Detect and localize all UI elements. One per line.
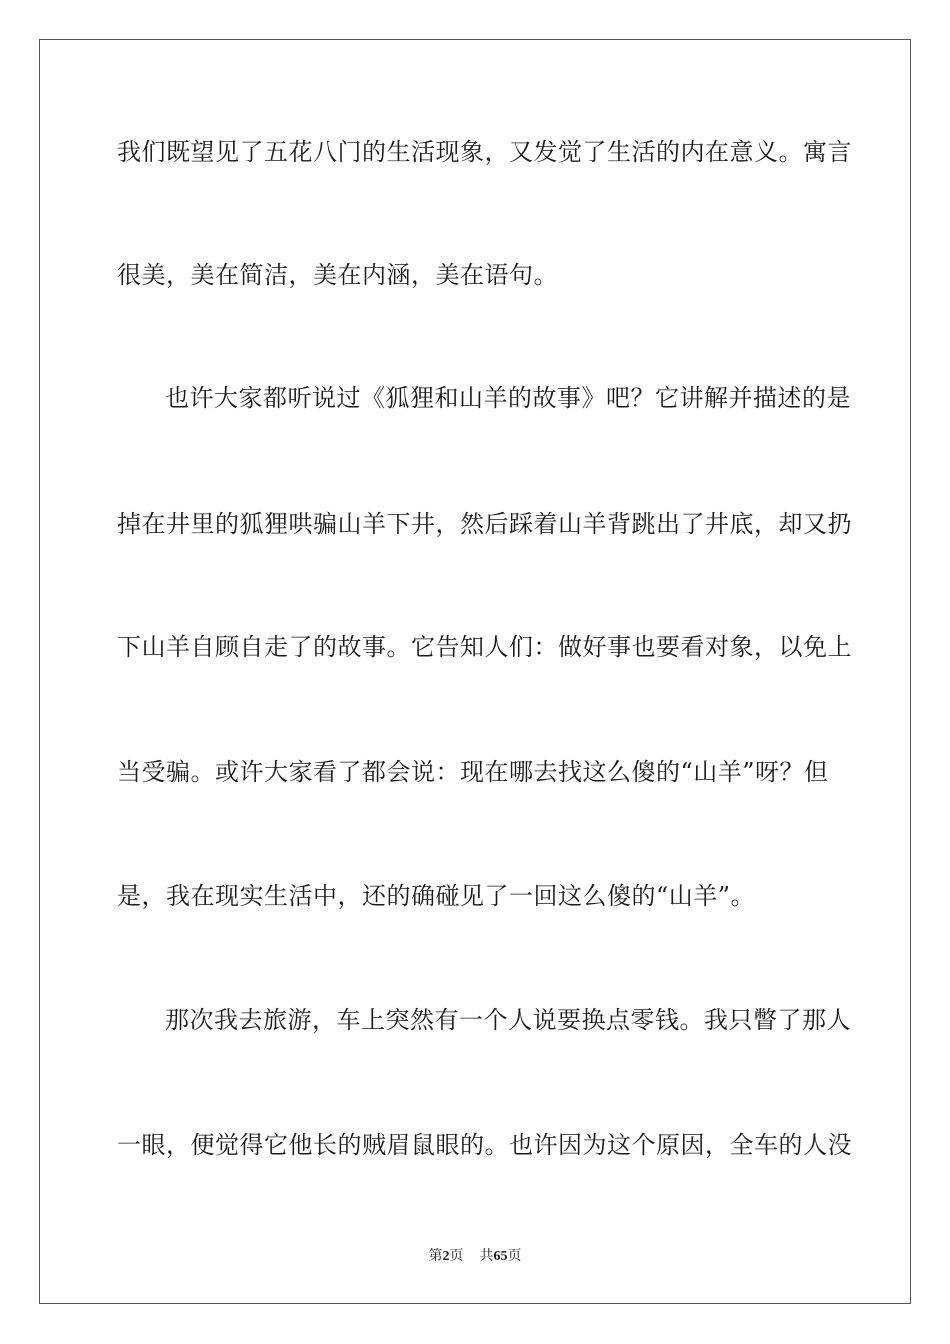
text-line-1: 我们既望见了五花八门的生活现象，又发觉了生活的内在意义。寓言 [117,138,852,166]
text-line-8: 那次我去旅游，车上突然有一个人说要换点零钱。我只瞥了那人 [165,1006,851,1034]
text-line-3: 也许大家都听说过《狐狸和山羊的故事》吧？它讲解并描述的是 [165,384,851,412]
page-suffix: 页 [449,1248,464,1264]
text-line-9: 一眼，便觉得它他长的贼眉鼠眼的。也许因为这个原因，全车的人没 [117,1131,852,1159]
text-line-2: 很美，美在简洁，美在内涵，美在语句。 [117,261,558,289]
total-suffix: 页 [507,1248,522,1264]
total-pages: 65 [493,1249,508,1264]
page-footer [0,1247,950,1266]
text-line-5: 下山羊自顾自走了的故事。它告知人们：做好事也要看对象，以免上 [117,633,852,661]
page-prefix: 第 [428,1248,443,1264]
page-border [39,39,911,1304]
text-line-4: 掉在井里的狐狸哄骗山羊下井，然后踩着山羊背跳出了井底，却又扔 [117,510,852,538]
page-number: 2 [442,1249,450,1264]
text-line-7: 是，我在现实生活中，还的确碰见了一回这么傻的“山羊”。 [117,882,756,910]
text-line-6: 当受骗。或许大家看了都会说：现在哪去找这么傻的“山羊”呀？但 [117,758,829,786]
total-prefix: 共 [479,1248,494,1264]
